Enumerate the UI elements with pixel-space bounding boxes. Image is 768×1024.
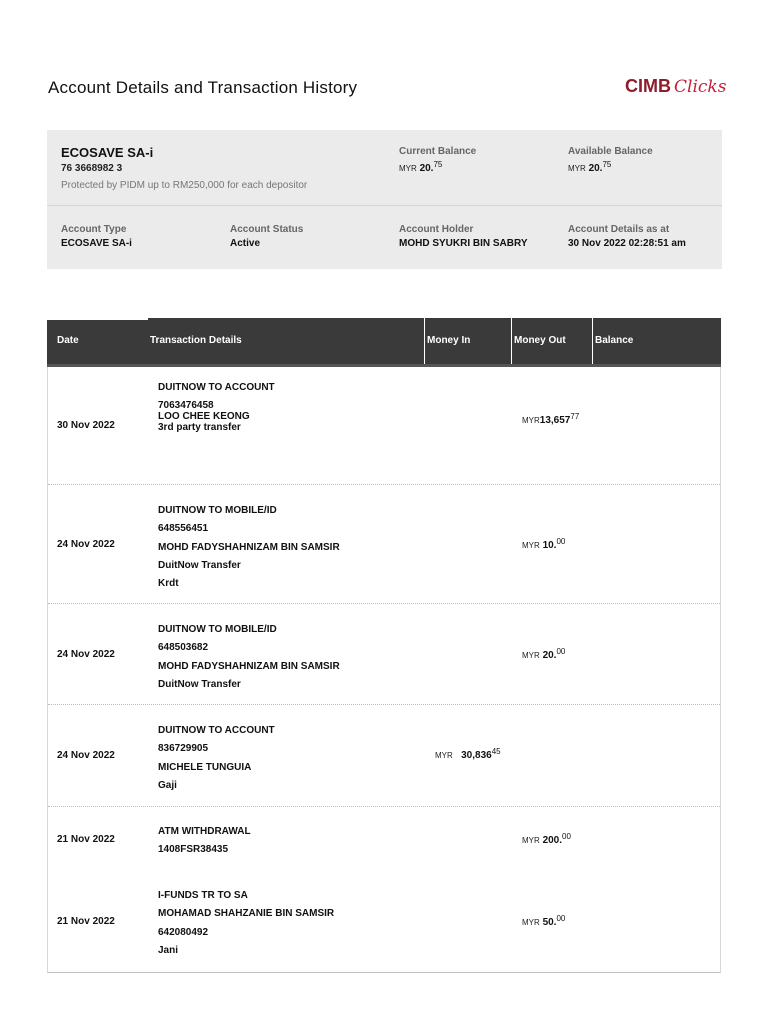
row-money-in <box>435 747 501 761</box>
detail-line: LOO CHEE KEONG <box>158 411 250 422</box>
table-row <box>48 485 720 604</box>
detail-line: DUITNOW TO ACCOUNT <box>158 725 275 736</box>
account-holder-value: MOHD SYUKRI BIN SABRY <box>399 238 528 249</box>
detail-line: DUITNOW TO MOBILE/ID <box>158 505 277 516</box>
column-separator <box>592 318 593 364</box>
currency-label: MYR <box>522 918 540 927</box>
amount-main: 10. <box>542 540 557 551</box>
row-details <box>158 823 251 860</box>
amount-cents: 00 <box>562 832 571 841</box>
column-header-money-out: Money Out <box>514 335 566 346</box>
table-row <box>48 705 720 807</box>
row-details <box>158 722 275 795</box>
amount-main: 20. <box>542 650 557 661</box>
row-money-out <box>522 412 579 426</box>
row-date: 24 Nov 2022 <box>57 649 115 660</box>
amount-main: 50. <box>542 917 557 928</box>
row-money-out <box>522 832 571 846</box>
row-money-out <box>522 647 565 661</box>
amount-cents: 00 <box>556 914 566 923</box>
detail-line: 648503682 <box>158 642 209 654</box>
table-row <box>48 604 720 705</box>
detail-line: DuitNow Transfer <box>158 678 241 690</box>
row-date: 21 Nov 2022 <box>57 834 115 845</box>
logo-sub-text: Clicks <box>674 77 727 97</box>
currency-label: MYR <box>435 751 453 760</box>
detail-line: DUITNOW TO ACCOUNT <box>158 382 275 393</box>
amount-cents: 00 <box>556 537 566 546</box>
detail-line: 7063476458 <box>158 400 214 411</box>
amount-main: 20. <box>419 163 434 174</box>
detail-line: MICHELE TUNGUIA <box>158 761 252 773</box>
account-number: 76 3668982 3 <box>61 163 123 174</box>
row-details <box>158 382 275 433</box>
pidm-note: Protected by PIDM up to RM250,000 for each depositor <box>61 180 308 191</box>
detail-line: MOHD FADYSHAHNIZAM BIN SAMSIR <box>158 541 340 553</box>
table-row <box>48 879 720 973</box>
account-status-value: Active <box>230 238 261 249</box>
row-details <box>158 887 334 960</box>
as-at-value: 30 Nov 2022 02:28:51 am <box>568 238 686 249</box>
account-name: ECOSAVE SA-i <box>61 145 154 160</box>
row-date: 21 Nov 2022 <box>57 916 115 927</box>
amount-cents: 77 <box>570 412 580 421</box>
column-separator <box>511 318 512 364</box>
panel-divider <box>47 205 722 206</box>
amount-cents: 00 <box>556 647 566 656</box>
detail-line: Krdt <box>158 578 179 590</box>
available-balance-label: Available Balance <box>568 146 653 157</box>
account-type-label: Account Type <box>61 224 127 235</box>
current-balance-value <box>399 159 442 174</box>
cimb-clicks-logo <box>625 76 726 97</box>
row-money-out <box>522 537 565 551</box>
account-status-label: Account Status <box>230 224 304 235</box>
transaction-table-header <box>47 318 721 364</box>
detail-line: 648556451 <box>158 523 209 535</box>
detail-line: 1408FSR38435 <box>158 844 229 856</box>
amount-cents: 75 <box>433 160 443 169</box>
row-date: 24 Nov 2022 <box>57 539 115 550</box>
currency-label: MYR <box>522 651 540 660</box>
currency-label: MYR <box>399 164 417 173</box>
current-balance-label: Current Balance <box>399 146 477 157</box>
detail-line: MOHD FADYSHAHNIZAM BIN SAMSIR <box>158 660 340 672</box>
detail-line: 3rd party transfer <box>158 422 241 433</box>
table-row <box>48 807 720 879</box>
table-row <box>48 367 720 485</box>
account-summary-panel <box>47 130 722 269</box>
currency-label: MYR <box>522 416 540 425</box>
row-details <box>158 621 340 694</box>
detail-line: Jani <box>158 944 179 956</box>
available-balance-value <box>568 159 611 174</box>
row-money-out <box>522 914 565 928</box>
logo-main-text: CIMB <box>625 76 671 96</box>
detail-line: DUITNOW TO MOBILE/ID <box>158 624 277 635</box>
amount-main: 13,657 <box>539 415 571 426</box>
detail-line: I-FUNDS TR TO SA <box>158 890 248 901</box>
row-date: 24 Nov 2022 <box>57 750 115 761</box>
amount-main: 20. <box>588 163 603 174</box>
column-separator <box>424 318 425 364</box>
page-title: Account Details and Transaction History <box>48 78 358 97</box>
amount-main: 200. <box>542 835 563 846</box>
currency-label: MYR <box>522 541 540 550</box>
detail-line: 642080492 <box>158 926 209 938</box>
row-date: 30 Nov 2022 <box>57 420 115 431</box>
detail-line: Gaji <box>158 779 177 791</box>
column-header-balance: Balance <box>595 335 634 346</box>
row-details <box>158 502 340 593</box>
transaction-table-body <box>47 367 721 973</box>
as-at-label: Account Details as at <box>568 224 670 235</box>
account-holder-label: Account Holder <box>399 224 474 235</box>
detail-line: DuitNow Transfer <box>158 559 241 571</box>
currency-label: MYR <box>568 164 586 173</box>
detail-line: 836729905 <box>158 743 209 755</box>
column-header-money-in: Money In <box>427 335 471 346</box>
currency-label: MYR <box>522 836 540 845</box>
account-type-value: ECOSAVE SA-i <box>61 238 132 249</box>
column-header-date: Date <box>57 335 79 346</box>
amount-main: 30,836 <box>461 750 492 761</box>
detail-line: ATM WITHDRAWAL <box>158 826 251 837</box>
column-header-details: Transaction Details <box>150 335 242 346</box>
detail-line: MOHAMAD SHAHZANIE BIN SAMSIR <box>158 908 335 920</box>
amount-cents: 75 <box>602 160 612 169</box>
amount-cents: 45 <box>491 747 501 756</box>
